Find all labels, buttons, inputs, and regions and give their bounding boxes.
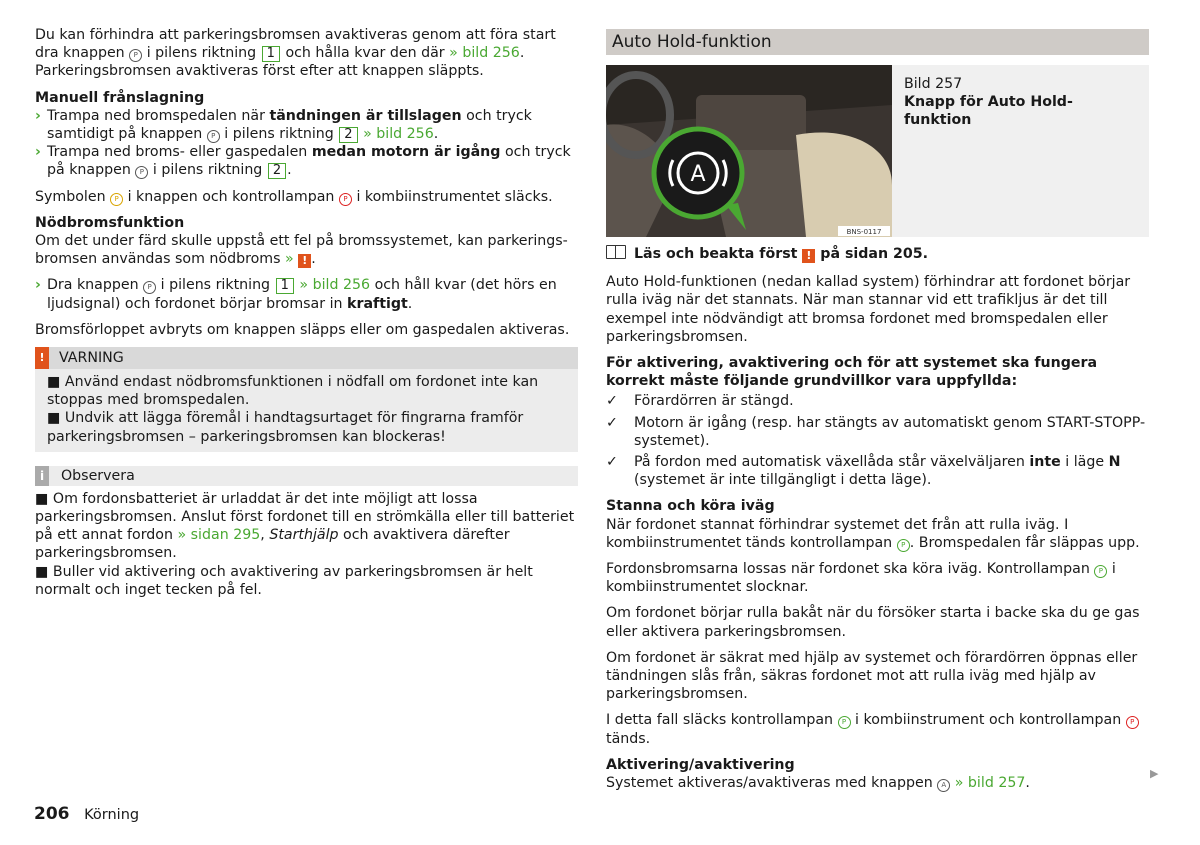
condition-item: ✓ Förardörren är stängd. <box>606 393 794 410</box>
warning-icon: ! <box>35 347 49 369</box>
warning-box <box>35 347 578 452</box>
arrow-number-box: 2 <box>339 127 357 143</box>
figure-link[interactable]: » bild 256 <box>449 45 520 62</box>
parking-brake-yellow-icon: P <box>110 193 123 206</box>
emergency-paragraph: Om det under färd skulle uppstå ett fel på bromssystemet, kan parkeringsbromsen användas som nödbroms » ! . <box>35 233 568 268</box>
roll-paragraph: Om fordonet börjar rulla bakåt när du försöker starta i backe ska du ge gas eller aktivera parkeringsbromsen. <box>606 605 1140 640</box>
section-title: Auto Hold-funktion <box>606 29 1149 55</box>
page-footer <box>34 805 139 824</box>
intro-paragraph: Auto Hold-funktionen (nedan kallad system) förhindrar att fordonet börjar rulla iväg när det stannats. När man stannar vid ett trafikljus är det till exempel inte nödvändigt att bromsa fordonet med bromspedalen eller parkeringsbromsen. <box>606 274 1131 345</box>
auto-hold-green-icon: P <box>1094 565 1107 578</box>
warning-header <box>35 347 578 369</box>
figure-link[interactable]: » bild 256 <box>363 126 434 143</box>
warning-item: ■ Använd endast nödbromsfunktionen i nödfall om fordonet inte kan stoppas med bromspedalen. <box>47 374 539 409</box>
auto-hold-green-icon: P <box>838 716 851 729</box>
conditions-heading: För aktivering, avaktivering och för att systemet ska fungera korrekt måste följande grundvillkor vara uppfyllda: <box>606 355 1098 390</box>
info-icon: i <box>35 466 49 486</box>
warning-icon: ! <box>298 254 311 268</box>
warning-icon: ! <box>802 249 815 263</box>
right-column <box>606 29 1149 800</box>
car-interior-image <box>606 65 892 237</box>
figure-link[interactable]: » bild 256 <box>299 277 371 294</box>
stop-heading: Stanna och köra iväg <box>606 498 775 515</box>
step-item: › Trampa ned broms- eller gaspedalen medan motorn är igång och tryck på knappen P i pilens riktning 2 . <box>35 144 571 179</box>
figure-number: Bild 257 <box>904 76 963 92</box>
page-number: 206 <box>34 804 70 824</box>
warning-item: ■ Undvik att lägga föremål i handtagsurtaget för fingrarna framför parkeringsbromsen – parkeringsbromsen kan blockeras! <box>47 410 524 445</box>
figure-code: BNS-0117 <box>846 228 882 236</box>
parking-brake-symbol-icon: P <box>207 130 220 143</box>
secure-paragraph: Om fordonet är säkrat med hjälp av systemet och förardörren öppnas eller tändningen slås från, säkras fordonet mot att rulla iväg med hjälp av parkeringsbromsen. <box>606 649 1138 703</box>
release-paragraph: Fordonsbromsarna lossas när fordonet ska köra iväg. Kontrollampan P i kombiinstrumentet slocknar. <box>606 561 1116 596</box>
parking-brake-symbol-icon: P <box>135 166 148 179</box>
activation-heading: Aktivering/avaktivering <box>606 756 795 773</box>
arrow-number-box: 1 <box>276 278 294 294</box>
auto-hold-button-icon: A <box>937 779 950 792</box>
figure-caption <box>892 65 1149 237</box>
step-arrow-icon: › <box>35 107 41 124</box>
step-arrow-icon: › <box>35 277 41 294</box>
parking-brake-symbol-icon: P <box>143 281 156 294</box>
lamp-paragraph: I detta fall släcks kontrollampan P i kombiinstrument och kontrollampan P tänds. <box>606 711 1149 747</box>
step-item: › Trampa ned bromspedalen när tändningen är tillslagen och tryck samtidigt på knappen P i pilens riktning 2 » bild 256. <box>35 107 532 143</box>
figure-link[interactable]: » bild 257 <box>954 775 1026 792</box>
stop-paragraph: När fordonet stannat förhindrar systemet det från att rulla iväg. I kombiinstrumentet tänds kontrollampan P . Bromspedalen får släppas upp. <box>606 516 1140 551</box>
check-icon: ✓ <box>606 414 618 431</box>
next-page-arrow-icon: ▶ <box>1150 767 1159 780</box>
activation-paragraph: Systemet aktiveras/avaktiveras med knappen A » bild 257. <box>606 775 1030 792</box>
note-section <box>35 466 578 599</box>
left-column <box>35 26 578 599</box>
parking-brake-red-icon: P <box>1126 716 1139 729</box>
figure-caption-text: Knapp för Auto Hold-funktion <box>904 94 1073 129</box>
symbol-paragraph: Symbolen P i knappen och kontrollampan P i kombiinstrumentet släcks. <box>35 188 553 205</box>
condition-item: ✓ Motorn är igång (resp. har stängts av automatiskt genom START-STOPP-systemet). <box>606 414 1146 449</box>
auto-hold-symbol: A <box>690 162 706 187</box>
conditions-list <box>606 392 1149 489</box>
note-header <box>35 466 578 486</box>
condition-item: ✓ På fordon med automatisk växellåda står växelväljaren inte i läge N (systemet är inte tillgängligt i detta läge). <box>606 454 1121 489</box>
page-link[interactable]: » sidan 295 <box>177 527 261 544</box>
warning-title: VARNING <box>59 349 124 366</box>
auto-hold-illustration <box>606 65 892 237</box>
paragraph-intro: Du kan förhindra att parkeringsbromsen avaktiveras genom att föra start dra knappen P i pilens riktning 1 och hålla kvar den där » bild 256. Parkeringsbromsen avaktiveras först efter att knappen släppts. <box>35 27 556 80</box>
warning-link[interactable]: » <box>285 251 294 268</box>
book-icon <box>606 245 626 259</box>
note-title: Observera <box>61 467 135 484</box>
step-arrow-icon: › <box>35 144 41 161</box>
chapter-name: Körning <box>84 807 140 823</box>
arrow-number-box: 1 <box>262 46 280 62</box>
note-item: ■ Om fordonsbatteriet är urladdat är det inte möjligt att lossa parkeringsbromsen. Anslut först fordonet till en strömkälla eller till batteriet på ett annat fordon » sidan 295, Starthjälp och avaktivera därefter parkeringsbromsen. <box>35 490 575 562</box>
auto-hold-green-icon: P <box>897 539 910 552</box>
step-item: › Dra knappen P i pilens riktning 1 » bild 256 och håll kvar (det hörs en ljudsignal) och fordonet börjar bromsar in kraftigt. <box>35 277 557 312</box>
abort-paragraph: Bromsförloppet avbryts om knappen släpps eller om gaspedalen aktiveras. <box>35 321 570 338</box>
parking-brake-symbol-icon: P <box>129 49 142 62</box>
parking-brake-red-icon: P <box>339 193 352 206</box>
figure <box>606 65 1149 237</box>
emergency-brake-heading: Nödbromsfunktion <box>35 214 185 231</box>
read-note: Läs och beakta först ! på sidan 205. <box>606 245 1149 263</box>
check-icon: ✓ <box>606 454 618 471</box>
manual-release-heading: Manuell frånslagning <box>35 89 205 106</box>
note-item: ■ Buller vid aktivering och avaktivering av parkeringsbromsen är helt normalt och inget tecken på fel. <box>35 563 533 598</box>
arrow-number-box: 2 <box>268 163 286 179</box>
check-icon: ✓ <box>606 393 618 410</box>
